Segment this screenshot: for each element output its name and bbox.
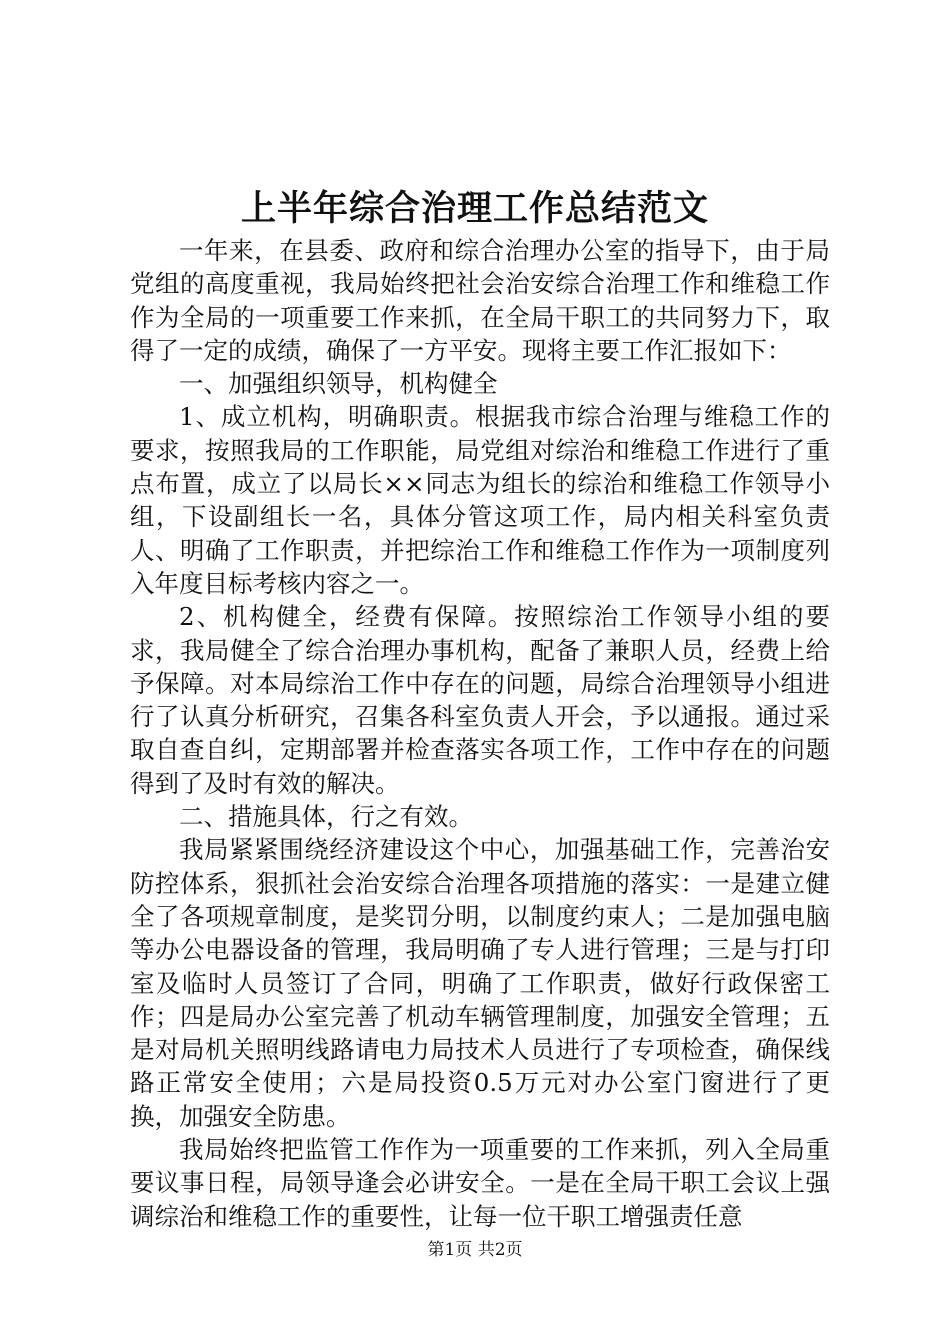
paragraph-1-1: 1、成立机构，明确职责。根据我市综合治理与维稳工作的要求，按照我局的工作职能，局党组对综治和维稳工作进行了重点布置，成立了以局长××同志为组长的综治和维稳工作领导小组，下设副组长一名，具体分管这项工作，局内相关科室负责人、明确了工作职责，并把综治工作和维稳工作作为一项制度列入年度目标考核内容之一。 [130,402,830,598]
document-body [130,234,830,1233]
paragraph-1-2: 2、机构健全，经费有保障。按照综治工作领导小组的要求，我局健全了综合治理办事机构，配备了兼职人员，经费上给予保障。对本局综治工作中存在的问题，局综合治理领导小组进行了认真分析研究，召集各科室负责人开会，予以通报。通过采取自查自纠，定期部署并检查落实各项工作，工作中存在的问题得到了及时有效的解决。 [130,602,830,798]
paragraph-intro: 一年来，在县委、政府和综合治理办公室的指导下，由于局党组的高度重视，我局始终把社会治安综合治理工作和维稳工作作为全局的一项重要工作来抓，在全局干职工的共同努力下，取得了一定的成绩，确保了一方平安。现将主要工作汇报如下： [130,236,830,365]
document-title: 上半年综合治理工作总结范文 [240,188,709,229]
section-heading-1: 一、加强组织领导，机构健全 [179,369,498,399]
page-footer: 第1页 共2页 [427,1240,523,1260]
section-heading-2: 二、措施具体，行之有效。 [179,802,473,832]
paragraph-2-1: 我局紧紧围绕经济建设这个中心，加强基础工作，完善治安防控体系，狠抓社会治安综合治理各项措施的落实：一是建立健全了各项规章制度，是奖罚分明，以制度约束人；二是加强电脑等办公电器设备的管理，我局明确了专人进行管理；三是与打印室及临时人员签订了合同，明确了工作职责，做好行政保密工作；四是局办公室完善了机动车辆管理制度，加强安全管理；五是对局机关照明线路请电力局技术人员进行了专项检查，确保线路正常安全使用；六是局投资0.5万元对办公室门窗进行了更换，加强安全防患。 [130,835,830,1131]
paragraph-2-2: 我局始终把监管工作作为一项重要的工作来抓，列入全局重要议事日程，局领导逢会必讲安全。一是在全局干职工会议上强调综治和维稳工作的重要性，让每一位干职工增强责任意 [130,1135,830,1231]
